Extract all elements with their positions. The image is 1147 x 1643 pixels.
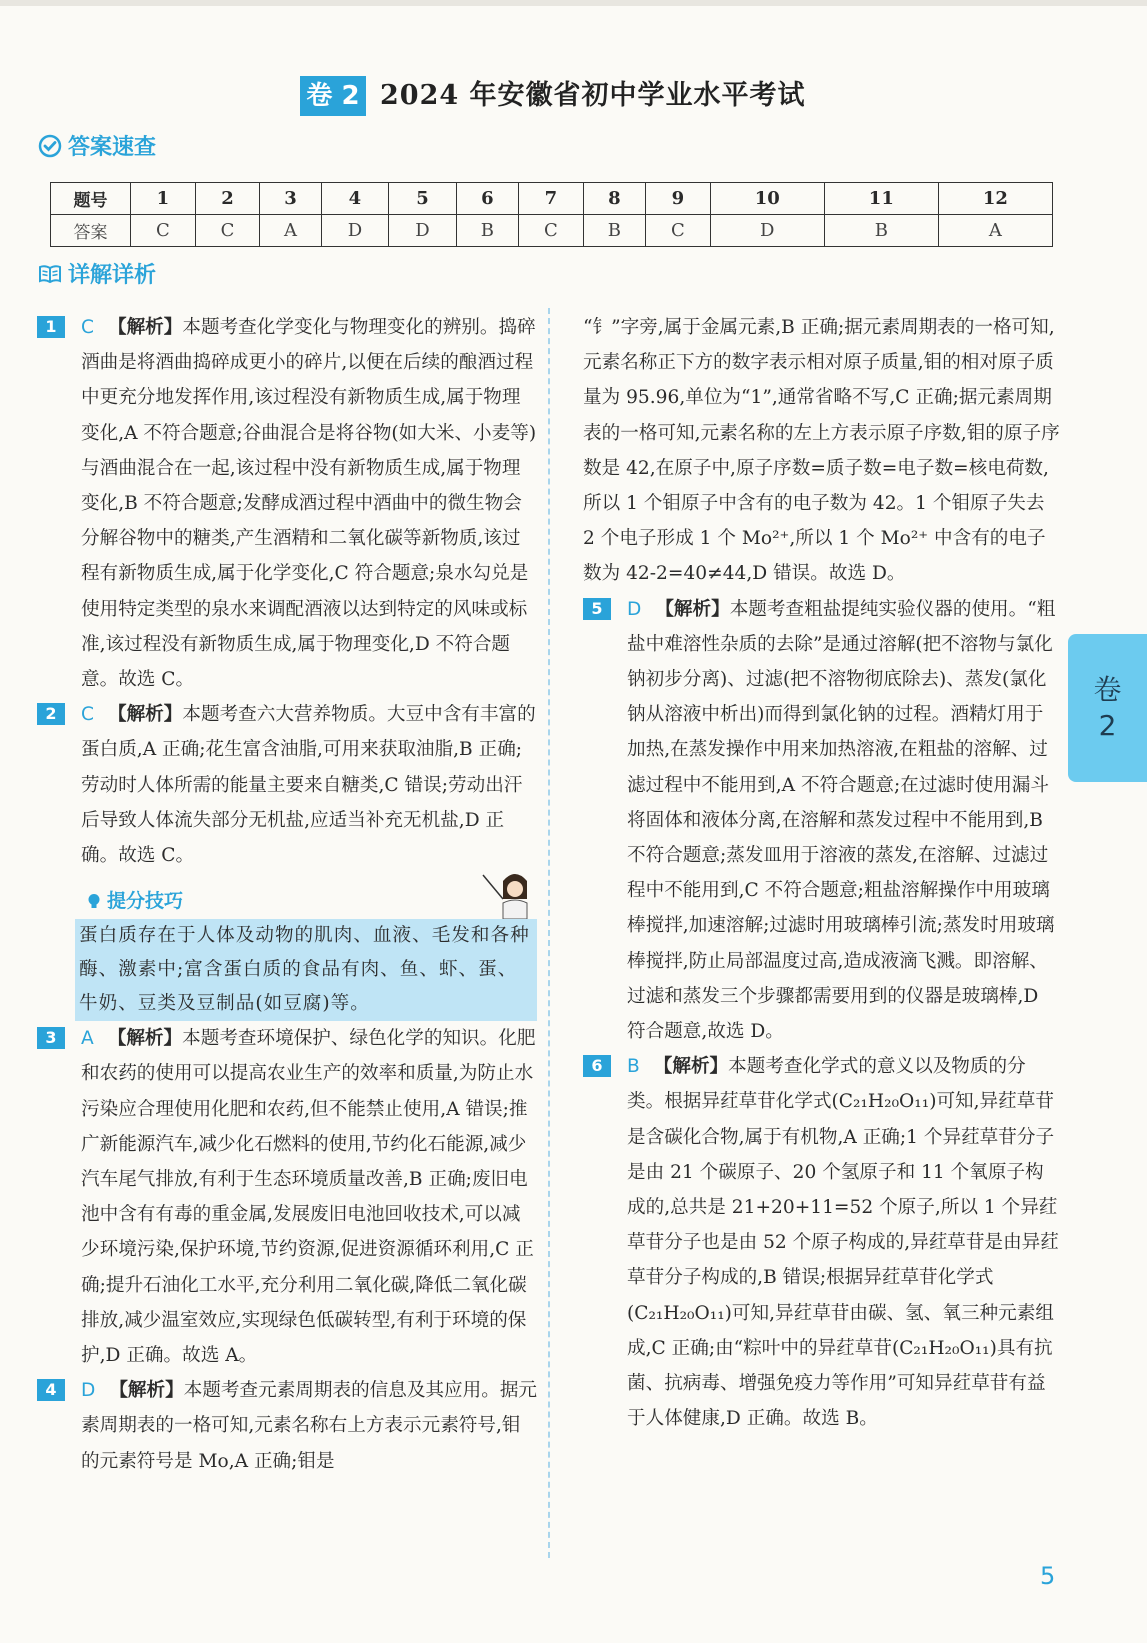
answer-letter: C (81, 317, 94, 338)
page-title (0, 76, 1147, 120)
table-cell: 3 (260, 183, 321, 215)
question-2-explanation (37, 697, 537, 873)
analysis-label: 【解析】 (107, 1028, 183, 1050)
tip-heading (85, 883, 537, 919)
answer-letter: B (627, 1056, 640, 1078)
question-number-badge: 6 (583, 1055, 611, 1077)
explanation-text: 本题考查化学式的意义以及物质的分类。根据异荭草苷化学式(C₂₁H₂₀O₁₁)可知,异荭草苷是含碳化合物,属于有机物,A 正确;1 个异荭草苷分子是由 21 个碳原子、20 个氢原子和 11 个氧原子构成的,总共是 21+20+11=52 个原子,所以 1 个异荭草苷分子也是由 52 个原子构成的,异荭草苷是由异荭草苷分子构成的,B 错误;根据异荭草苷化学式(C₂₁H₂₀O₁₁)可知,异荭草苷由碳、氢、氧三种元素组成,C 正确;由“粽叶中的异荭草苷(C₂₁H₂₀O₁₁)具有抗菌、抗病毒、增强免疫力等作用”可知异荭草苷有益于人体健康,D 正确。故选 B。 (627, 1056, 1059, 1430)
question-1-explanation (37, 310, 537, 697)
page-number: 5 (1040, 1562, 1056, 1590)
table-cell: A (260, 215, 321, 247)
left-column (37, 310, 537, 1479)
top-rule (0, 0, 1147, 6)
table-cell: 4 (321, 183, 389, 215)
table-cell: C (195, 215, 260, 247)
table-cell: A (938, 215, 1052, 247)
explanation-text: 本题考查化学变化与物理变化的辨别。捣碎酒曲是将酒曲捣碎成更小的碎片,以便在后续的酿酒过程中更充分地发挥作用,该过程没有新物质生成,属于物理变化,A 不符合题意;谷曲混合是将谷物(如大米、小麦等)与酒曲混合在一起,该过程中没有新物质生成,属于物理变化,B 不符合题意;发酵成酒过程中酒曲中的微生物会分解谷物中的糖类,产生酒精和二氧化碳等新物质,该过程有新物质生成,属于化学变化,C 符合题意;泉水勾兑是使用特定类型的泉水来调配酒液以达到特定的风味或标准,该过程没有新物质生成,属于物理变化,D 不符合题意。故选 C。 (81, 317, 537, 691)
right-column (583, 310, 1061, 1437)
tip-title: 提分技巧 (107, 889, 184, 912)
analysis-label: 【解析】 (655, 598, 730, 620)
question-5-explanation (583, 592, 1061, 1050)
table-cell: B (583, 215, 645, 247)
table-cell: 2 (195, 183, 260, 215)
question-number-badge: 5 (583, 598, 611, 620)
explanation-text: 本题考查元素周期表的信息及其应用。据元素周期表的一格可知,元素名称右上方表示元素符号,钼的元素符号是 Mo,A 正确;钼是 (81, 1380, 538, 1472)
tip-text: 蛋白质存在于人体及动物的肌肉、血液、毛发和各种酶、激素中;富含蛋白质的食品有肉、鱼、虾、蛋、牛奶、豆类及豆制品(如豆腐)等。 (75, 919, 537, 1021)
open-book-icon (38, 262, 62, 286)
check-circle-icon (38, 134, 62, 158)
analysis-label: 【解析】 (107, 704, 183, 726)
answer-section-heading (38, 130, 156, 161)
answer-letter: D (81, 1380, 96, 1402)
side-tab-line-2: 2 (1098, 709, 1117, 742)
volume-side-tab (1068, 634, 1147, 782)
table-cell: B (456, 215, 518, 247)
explanation-text: 本题考查粗盐提纯实验仪器的使用。“粗盐中难溶性杂质的去除”是通过溶解(把不溶物与氯化钠初步分离)、过滤(把不溶物彻底除去)、蒸发(氯化钠从溶液中析出)而得到氯化钠的过程。酒精灯用于加热,在蒸发操作中用来加热溶液,在粗盐的溶解、过滤过程中不能用到,A 不符合题意;在过滤时使用漏斗将固体和液体分离,在溶解和蒸发过程中不能用到,B 不符合题意;蒸发皿用于溶液的蒸发,在溶解、过滤过程中不能用到,C 不符合题意;粗盐溶解操作中用玻璃棒搅拌,加速溶解;过滤时用玻璃棒引流;蒸发时用玻璃棒搅拌,防止局部温度过高,造成液滴飞溅。即溶解、过滤和蒸发三个步骤都需要用到的仪器是玻璃棒,D 符合题意,故选 D。 (627, 598, 1056, 1043)
table-row-answers (51, 215, 1053, 247)
explanation-text: 本题考查环境保护、绿色化学的知识。化肥和农药的使用可以提高农业生产的效率和质量,为防止水污染应合理使用化肥和农药,但不能禁止使用,A 错误;推广新能源汽车,减少化石燃料的使用,节约化石能源,减少汽车尾气排放,有利于生态环境质量改善,B 正确;废旧电池中含有有毒的重金属,发展废旧电池回收技术,可以减少环境污染,保护环境,节约资源,促进资源循环利用,C 正确;提升石油化工水平,充分利用二氧化碳,降低二氧化碳排放,减少温室效应,实现绿色低碳转型,有利于环境的保护,D 正确。故选 A。 (81, 1028, 536, 1367)
detail-section-title: 详解详析 (68, 263, 157, 288)
table-cell: 11 (824, 183, 938, 215)
table-cell: C (646, 215, 711, 247)
table-cell: D (321, 215, 389, 247)
table-cell: 1 (131, 183, 196, 215)
table-cell: 10 (710, 183, 824, 215)
table-cell: 9 (646, 183, 711, 215)
exam-title: 2024 年安徽省初中学业水平考试 (380, 80, 806, 111)
side-tab-line-1: 卷 (1093, 673, 1122, 706)
question-number-badge: 1 (37, 316, 65, 338)
table-cell: 7 (519, 183, 584, 215)
table-cell: 12 (938, 183, 1052, 215)
answer-letter: A (81, 1028, 94, 1050)
answer-section-title: 答案速查 (68, 135, 157, 160)
question-number-badge: 4 (37, 1379, 65, 1401)
analysis-label: 【解析】 (109, 1380, 184, 1402)
analysis-label: 【解析】 (107, 317, 183, 338)
table-cell: 5 (389, 183, 457, 215)
explanation-text: 本题考查六大营养物质。大豆中含有丰富的蛋白质,A 正确;花生富含油脂,可用来获取油脂,B 正确;劳动时人体所需的能量主要来自糖类,C 错误;劳动出汗后导致人体流失部分无机盐,应适当补充无机盐,D 正确。故选 C。 (81, 704, 536, 867)
lightbulb-icon (85, 892, 103, 910)
table-cell: D (710, 215, 824, 247)
question-6-explanation (583, 1049, 1061, 1436)
answer-letter: C (81, 704, 94, 726)
table-cell: D (389, 215, 457, 247)
table-row-numbers (51, 183, 1053, 215)
question-4-continuation: “钅”字旁,属于金属元素,B 正确;据元素周期表的一格可知,元素名称正下方的数字表示相对原子质量,钼的相对原子质量为 95.96,单位为“1”,通常省略不写,C 正确;据元素周期表的一格可知,元素名称的左上方表示原子序数,钼的原子序数是 42,在原子中,原子序数=质子数=电子数=核电荷数,所以 1 个钼原子中含有的电子数为 42。1 个钼原子失去 2 个电子形成 1 个 Mo²⁺,所以 1 个 Mo²⁺ 中含有的电子数为 42-2=40≠44,D 错误。故选 D。 (583, 317, 1060, 585)
table-cell: 6 (456, 183, 518, 215)
tip-box (75, 883, 537, 1021)
detail-section-heading (38, 258, 156, 289)
question-4-explanation (37, 1373, 537, 1479)
answer-letter: D (627, 598, 642, 620)
table-cell: B (824, 215, 938, 247)
analysis-label: 【解析】 (653, 1056, 729, 1078)
table-cell: 8 (583, 183, 645, 215)
table-header-cell: 答案 (51, 215, 131, 247)
table-cell: C (519, 215, 584, 247)
question-number-badge: 2 (37, 703, 65, 725)
answer-table (50, 182, 1053, 247)
column-divider (548, 308, 550, 1558)
volume-badge: 卷 2 (300, 76, 366, 116)
question-3-explanation (37, 1021, 537, 1373)
table-header-cell: 题号 (51, 183, 131, 215)
table-cell: C (131, 215, 196, 247)
question-number-badge: 3 (37, 1027, 65, 1049)
teacher-illustration (481, 869, 535, 919)
